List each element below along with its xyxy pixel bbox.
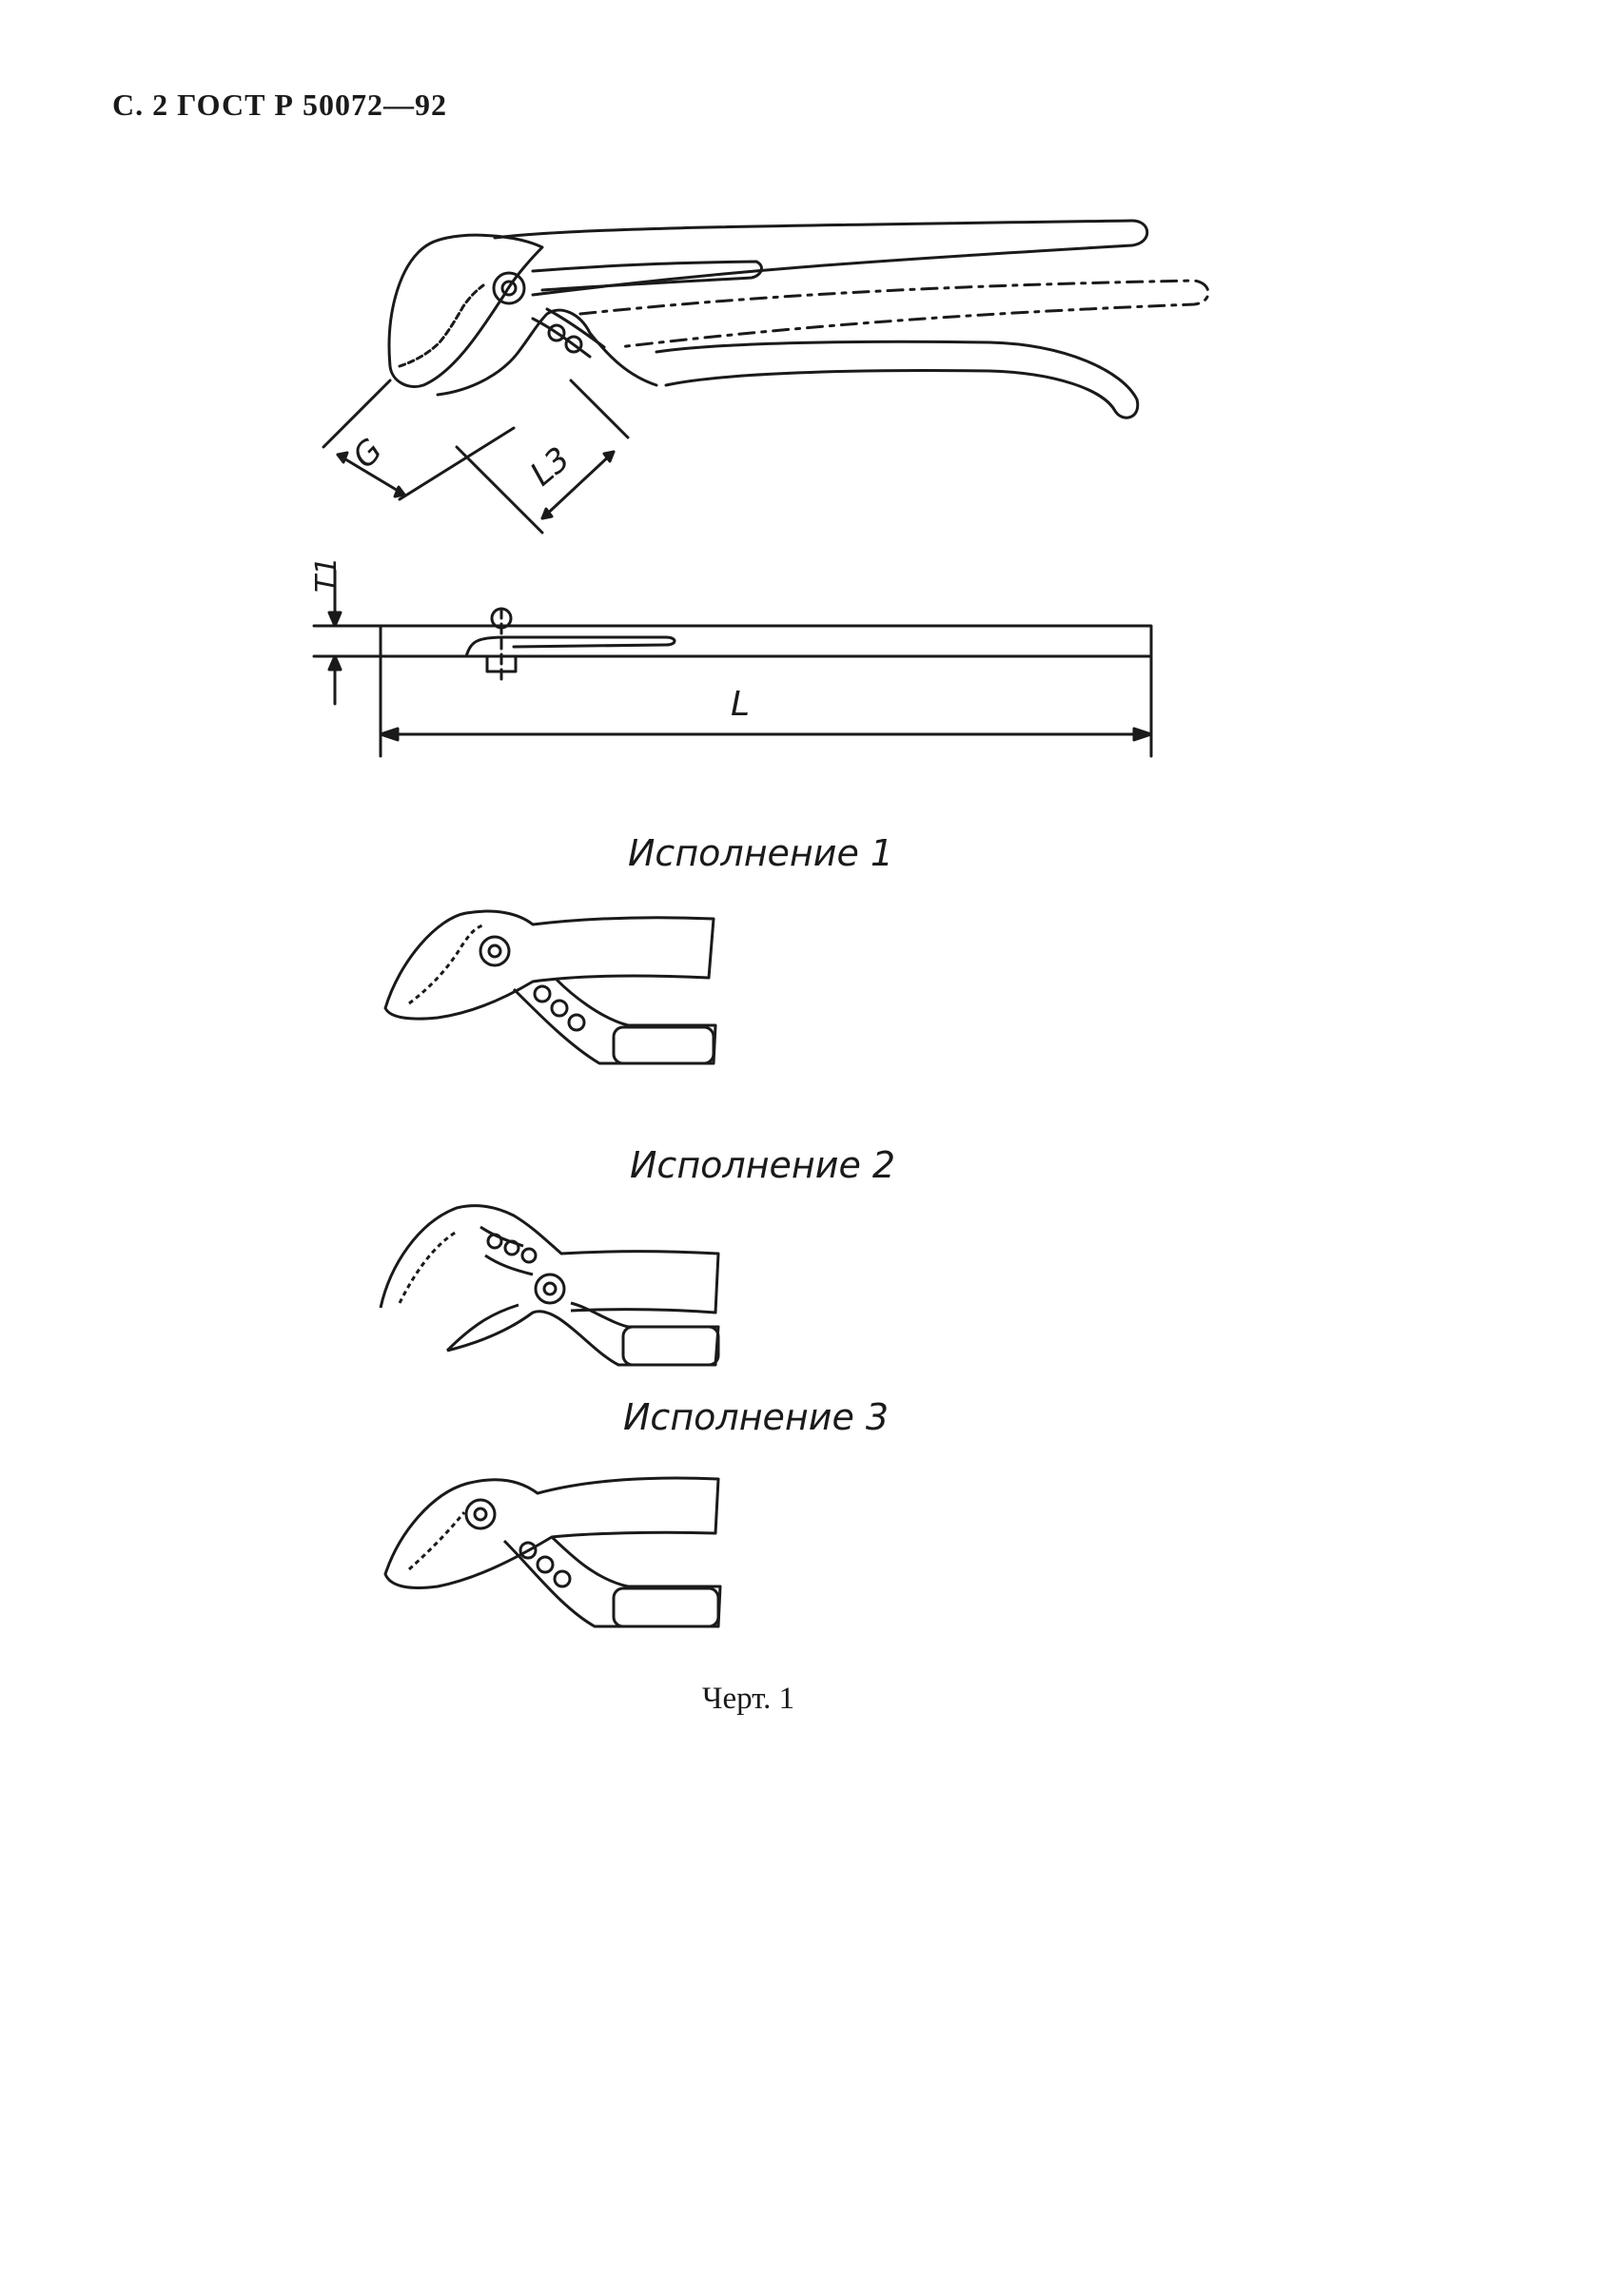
variant-2-drawing <box>381 1206 718 1365</box>
dimension-g <box>323 380 514 499</box>
label-t1: T1 <box>310 556 343 593</box>
variant-3-caption: Исполнение 3 <box>623 1396 890 1438</box>
figure-caption: Черт. 1 <box>702 1682 795 1716</box>
lower-jaw <box>438 310 656 395</box>
alt-handle-dashed <box>580 281 1208 347</box>
variant-1-pivot <box>480 937 509 965</box>
variant-2-caption: Исполнение 2 <box>630 1144 896 1186</box>
variant-1-caption: Исполнение 1 <box>628 832 894 874</box>
label-l: L <box>731 685 751 724</box>
variant-3-pivot <box>466 1500 495 1528</box>
page-header: С. 2 ГОСТ Р 50072—92 <box>112 88 447 122</box>
upper-jaw <box>389 235 542 386</box>
lower-handle <box>656 341 1138 418</box>
label-l3: L3 <box>523 439 577 495</box>
variant-3-drawing <box>385 1478 720 1626</box>
variant-2-pivot <box>536 1274 564 1303</box>
side-view-body <box>381 626 1151 656</box>
label-g: G <box>345 431 391 477</box>
variant-1-drawing <box>385 911 715 1063</box>
